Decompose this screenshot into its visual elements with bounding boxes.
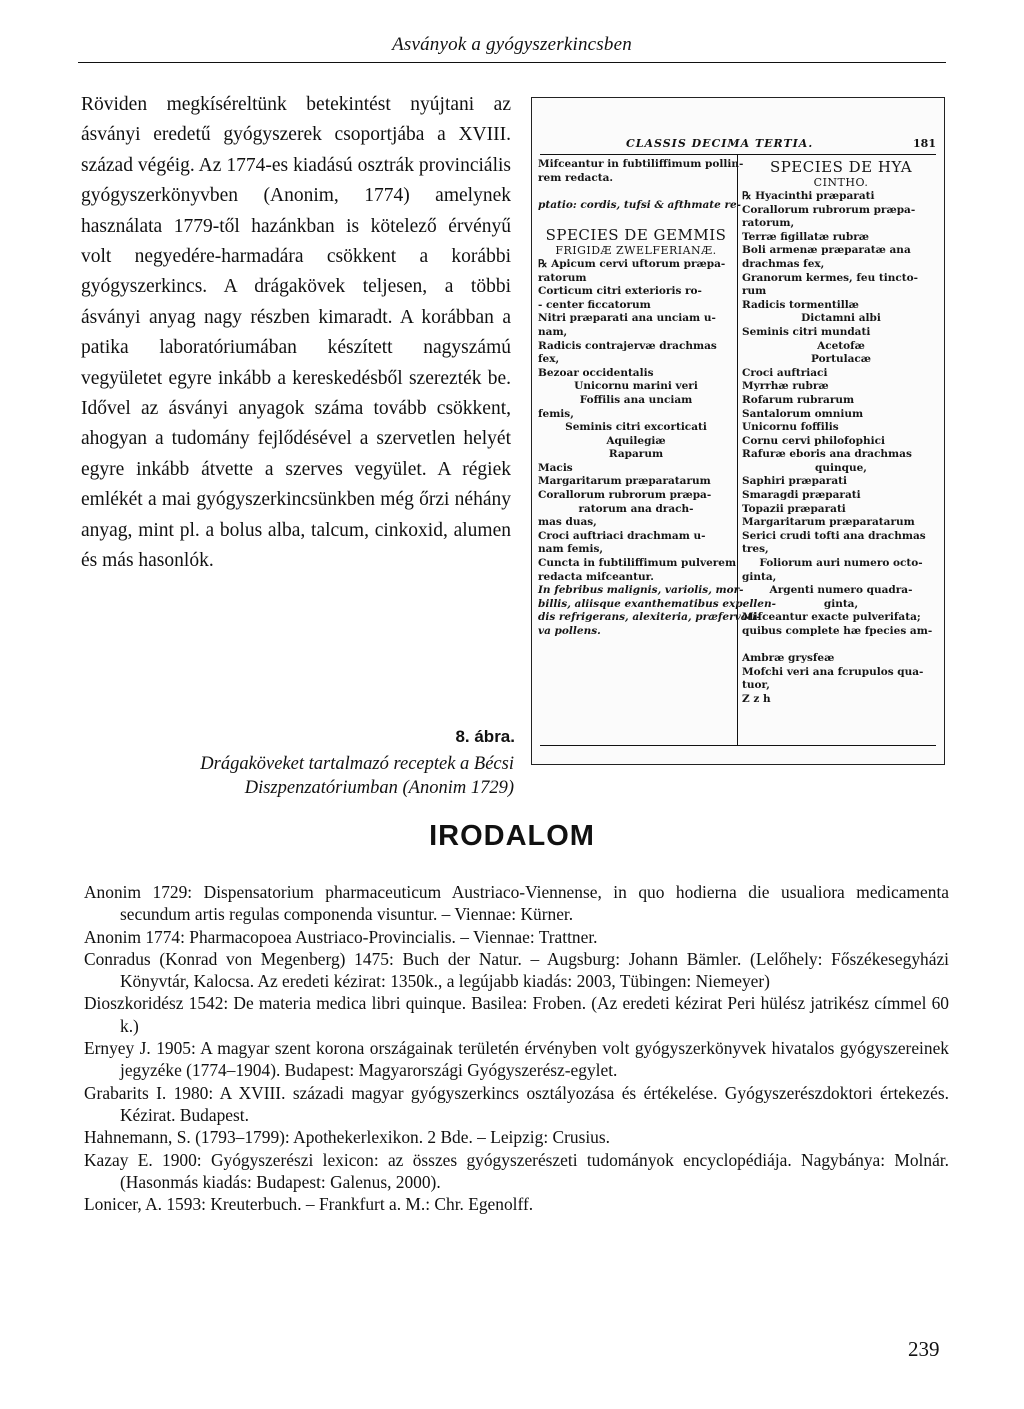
plate-text-line: Granorum kermes, feu tincto-: [742, 271, 918, 284]
plate-text-line: femis,: [538, 407, 574, 420]
plate-text-line: Serici crudi tofti ana drachmas: [742, 529, 926, 542]
plate-text-line: Unicornu marini veri: [574, 380, 698, 393]
plate-text-line: Topazii præparati: [742, 502, 846, 515]
plate-text-line: CINTHO.: [813, 176, 869, 189]
plate-text-line: nam femis,: [538, 543, 604, 556]
plate-text-line: redacta mifceantur.: [538, 570, 654, 583]
plate-text-line: Foffilis ana unciam: [579, 393, 693, 406]
reference-entry: Hahnemann, S. (1793–1799): Apothekerlexikon. 2 Bde. – Leipzig: Crusius.: [84, 1127, 610, 1148]
plate-text-line: Rofarum rubrarum: [742, 393, 855, 406]
plate-text-line: tres,: [742, 543, 769, 556]
plate-header-rule: [540, 154, 936, 155]
plate-text-line: Unicornu foffilis: [742, 421, 839, 434]
plate-text-line: quibus complete hæ fpecies am-: [742, 625, 933, 637]
plate-text-line: Terræ figillatæ rubræ: [742, 230, 870, 243]
plate-text-line: billis, aliisque exanthematibus expellen-: [538, 597, 776, 610]
plate-text-line: ptatio: cordis, tufsi & afthmate re-: [538, 198, 742, 211]
plate-text-line: Corallorum rubrorum præpa-: [742, 203, 916, 216]
plate-text-line: Margaritarum præparatarum: [538, 475, 711, 488]
plate-text-line: Cornu cervi philofophici: [742, 434, 885, 447]
plate-text-line: ℞ Apicum cervi uftorum præpa-: [538, 257, 726, 270]
plate-text-line: Corallorum rubrorum præpa-: [538, 489, 712, 502]
plate-text-line: Seminis citri mundati: [742, 325, 871, 338]
plate-text-line: SPECIES DE HYA: [769, 158, 913, 176]
reference-entry: Grabarits I. 1980: A XVIII. századi magyar gyógyszerkincs osztályozása és értékelése. Gyógyszerészdoktori értekezés. Kézirat. Budapest.: [84, 1082, 949, 1125]
plate-text-line: ratorum ana drach-: [578, 502, 694, 515]
reference-entry: Kazay E. 1900: Gyógyszerészi lexicon: az összes gyógyszerészeti tudományok encyclopédiája. Nagybánya: Molnár. (Hasonmás kiadás: Budapest: Galenus, 2000).: [84, 1149, 949, 1192]
header-rule: [78, 62, 946, 63]
plate-text-line: Boli armenæ præparatæ ana: [742, 244, 911, 257]
plate-text-line: quinque,: [815, 461, 867, 474]
plate-text-line: ginta,: [823, 597, 859, 610]
figure-caption: [120, 752, 514, 800]
plate-text-line: Dictamni albi: [801, 312, 881, 325]
reference-entry: Ernyey J. 1905: A magyar szent korona országainak területén érvényben volt gyógyszerkönyvek hivatalos gyógyszereinek jegyzéke (1774–1904). Budapest: Magyarországi Gyógyszerész-egylet.: [84, 1038, 949, 1081]
plate-text-line: - center ficcatorum: [538, 298, 651, 311]
plate-text-line: ratorum: [538, 271, 587, 284]
plate-text-line: ratorum,: [742, 217, 795, 230]
plate-text-line: Santalorum omnium: [742, 407, 864, 420]
page-number: 239: [908, 1337, 940, 1361]
plate-text-line: rum: [742, 285, 767, 298]
plate-text-line: fex,: [538, 353, 560, 366]
figure-number: 8. ábra.: [455, 727, 515, 746]
plate-text-line: Corticum citri exterioris ro-: [538, 285, 702, 298]
plate-text-line: Aquilegiæ: [606, 434, 666, 447]
plate-text-line: va pollens.: [538, 625, 601, 637]
plate-text-line: Portulacæ: [810, 353, 872, 366]
plate-column-rule: [737, 154, 738, 746]
plate-running-head: CLASSIS DECIMA TERTIA.: [626, 137, 814, 150]
plate-text-line: Nitri præparati ana unciam u-: [538, 312, 716, 325]
plate-text-line: Cuncta in fubtiliffimum pulverem: [538, 557, 737, 570]
plate-text-line: ginta,: [742, 570, 777, 583]
plate-text-line: Acetofæ: [817, 339, 865, 352]
plate-text-line: Croci auftriaci drachmam u-: [538, 529, 706, 542]
plate-text-line: nam,: [538, 325, 568, 338]
intro-paragraph: Röviden megkíséreltünk betekintést nyújtani az ásványi eredetű gyógyszerek csoportjába a XVIII. század végéig. Az 1774-es kiadású osztrák provinciális gyógyszerkönyvben (Anonim, 1774) amelynek használata 1779-től hazánkban is kötelező érvényű volt negyedére-harmadára csökkent a korábbi gyógyszerkincs. A drágakövek teljesen, a többi ásványi anyag nagy részben kimaradt. A korábban a patika laboratóriumában készített nagyszámú vegyületet egyre inkább a kereskedésből szerezték be. Idővel az ásványi anyagok száma tovább csökkent, ahogyan a tudomány fejlődésével a szervetlen helyét egyre inkább átvette a szerves vegyület. A régiek emlékét a mai gyógyszerkincsünkben még őrzi néhány anyag, mint pl. a bolus alba, talcum, cinkoxid, alumen és más hasonlók.: [81, 94, 511, 572]
plate-text-line: Rafuræ eboris ana drachmas: [742, 448, 912, 461]
plate-text-line: mas duas,: [538, 516, 597, 529]
plate-right-column: [742, 158, 940, 707]
reference-entry: Conradus (Konrad von Megenberg) 1475: Buch der Natur. – Augsburg: Johann Bämler. (Lelőhely: Főszékesegyházi Könyvtár, Kalocsa. Az eredeti kézirat: 1350k., a legújabb kiadás: 2003, Tübingen: Niemeyer): [84, 948, 949, 992]
plate-text-line: Mofchi veri ana fcrupulos qua-: [742, 665, 924, 678]
plate-text-line: Myrrhæ rubræ: [742, 380, 829, 393]
reference-entry: Lonicer, A. 1593: Kreuterbuch. – Frankfurt a. M.: Chr. Egenolff.: [84, 1194, 534, 1215]
plate-text-line: rem redacta.: [538, 171, 614, 184]
figure-plate-scan: [531, 97, 945, 765]
plate-text-line: Seminis citri excorticati: [565, 421, 707, 434]
running-head: Asványok a gyógyszerkincsben: [392, 34, 632, 55]
literature-heading: IRODALOM: [429, 820, 595, 852]
reference-entry: Anonim 1774: Pharmacopoea Austriaco-Provincialis. – Viennae: Trattner.: [84, 926, 598, 947]
plate-text-line: drachmas fex,: [742, 257, 825, 270]
reference-list: [84, 881, 949, 1215]
plate-text-line: Ambræ grysfeæ: [742, 652, 835, 665]
plate-text-line: Mifceantur exacte pulverifata;: [742, 611, 921, 624]
plate-text-line: [538, 185, 734, 199]
plate-text-line: Croci auftriaci: [742, 366, 828, 379]
plate-bottom-rule: [540, 745, 936, 746]
plate-text-line: ℞ Hyacinthi præparati: [742, 190, 875, 202]
plate-text-line: tuor,: [742, 679, 770, 692]
plate-text-line: dis refrigerans, alexiteria, præfervati-: [538, 611, 761, 624]
plate-text-line: Macis: [538, 461, 573, 474]
plate-page-number: 181: [913, 137, 936, 150]
plate-text-line: FRIGIDÆ ZWELFERIANÆ.: [555, 243, 717, 257]
plate-text-line: In febribus malignis, variolis, mor-: [538, 584, 744, 597]
plate-text-line: Radicis contrajervæ drachmas: [538, 339, 717, 352]
plate-text-line: Mifceantur in fubtiliffimum pollin-: [538, 158, 744, 170]
figure-caption-line-1: Drágaköveket tartalmazó receptek a Bécsi: [200, 754, 514, 774]
plate-text-line: SPECIES DE GEMMIS: [545, 225, 727, 244]
reference-entry: Anonim 1729: Dispensatorium pharmaceuticum Austriaco-Viennense, in quo hodierna die usualiora medicamenta secundum artis regulas componenda visuntur. – Viennae: Kürner.: [84, 882, 949, 925]
plate-text-line: Raparum: [608, 448, 664, 461]
plate-text-line: Z z h: [742, 692, 771, 705]
plate-text-line: [538, 212, 734, 226]
plate-text-line: Margaritarum præparatarum: [742, 516, 915, 529]
plate-text-line: Smaragdi præparati: [742, 489, 861, 502]
plate-text-line: Saphiri præparati: [742, 475, 847, 488]
plate-text-line: Foliorum auri numero octo-: [759, 557, 923, 570]
plate-text-line: Argenti numero quadra-: [769, 584, 913, 597]
figure-caption-line-2: Diszpenzatóriumban (Anonim 1729): [244, 778, 514, 798]
plate-text-line: Radicis tormentillæ: [742, 298, 859, 311]
plate-text-line: Bezoar occidentalis: [538, 366, 654, 379]
plate-text-line: [742, 639, 940, 653]
reference-entry: Dioszkoridész 1542: De materia medica libri quinque. Basilea: Froben. (Az eredeti kézirat Peri hülész jatrikész címmel 60 k.): [84, 993, 949, 1036]
